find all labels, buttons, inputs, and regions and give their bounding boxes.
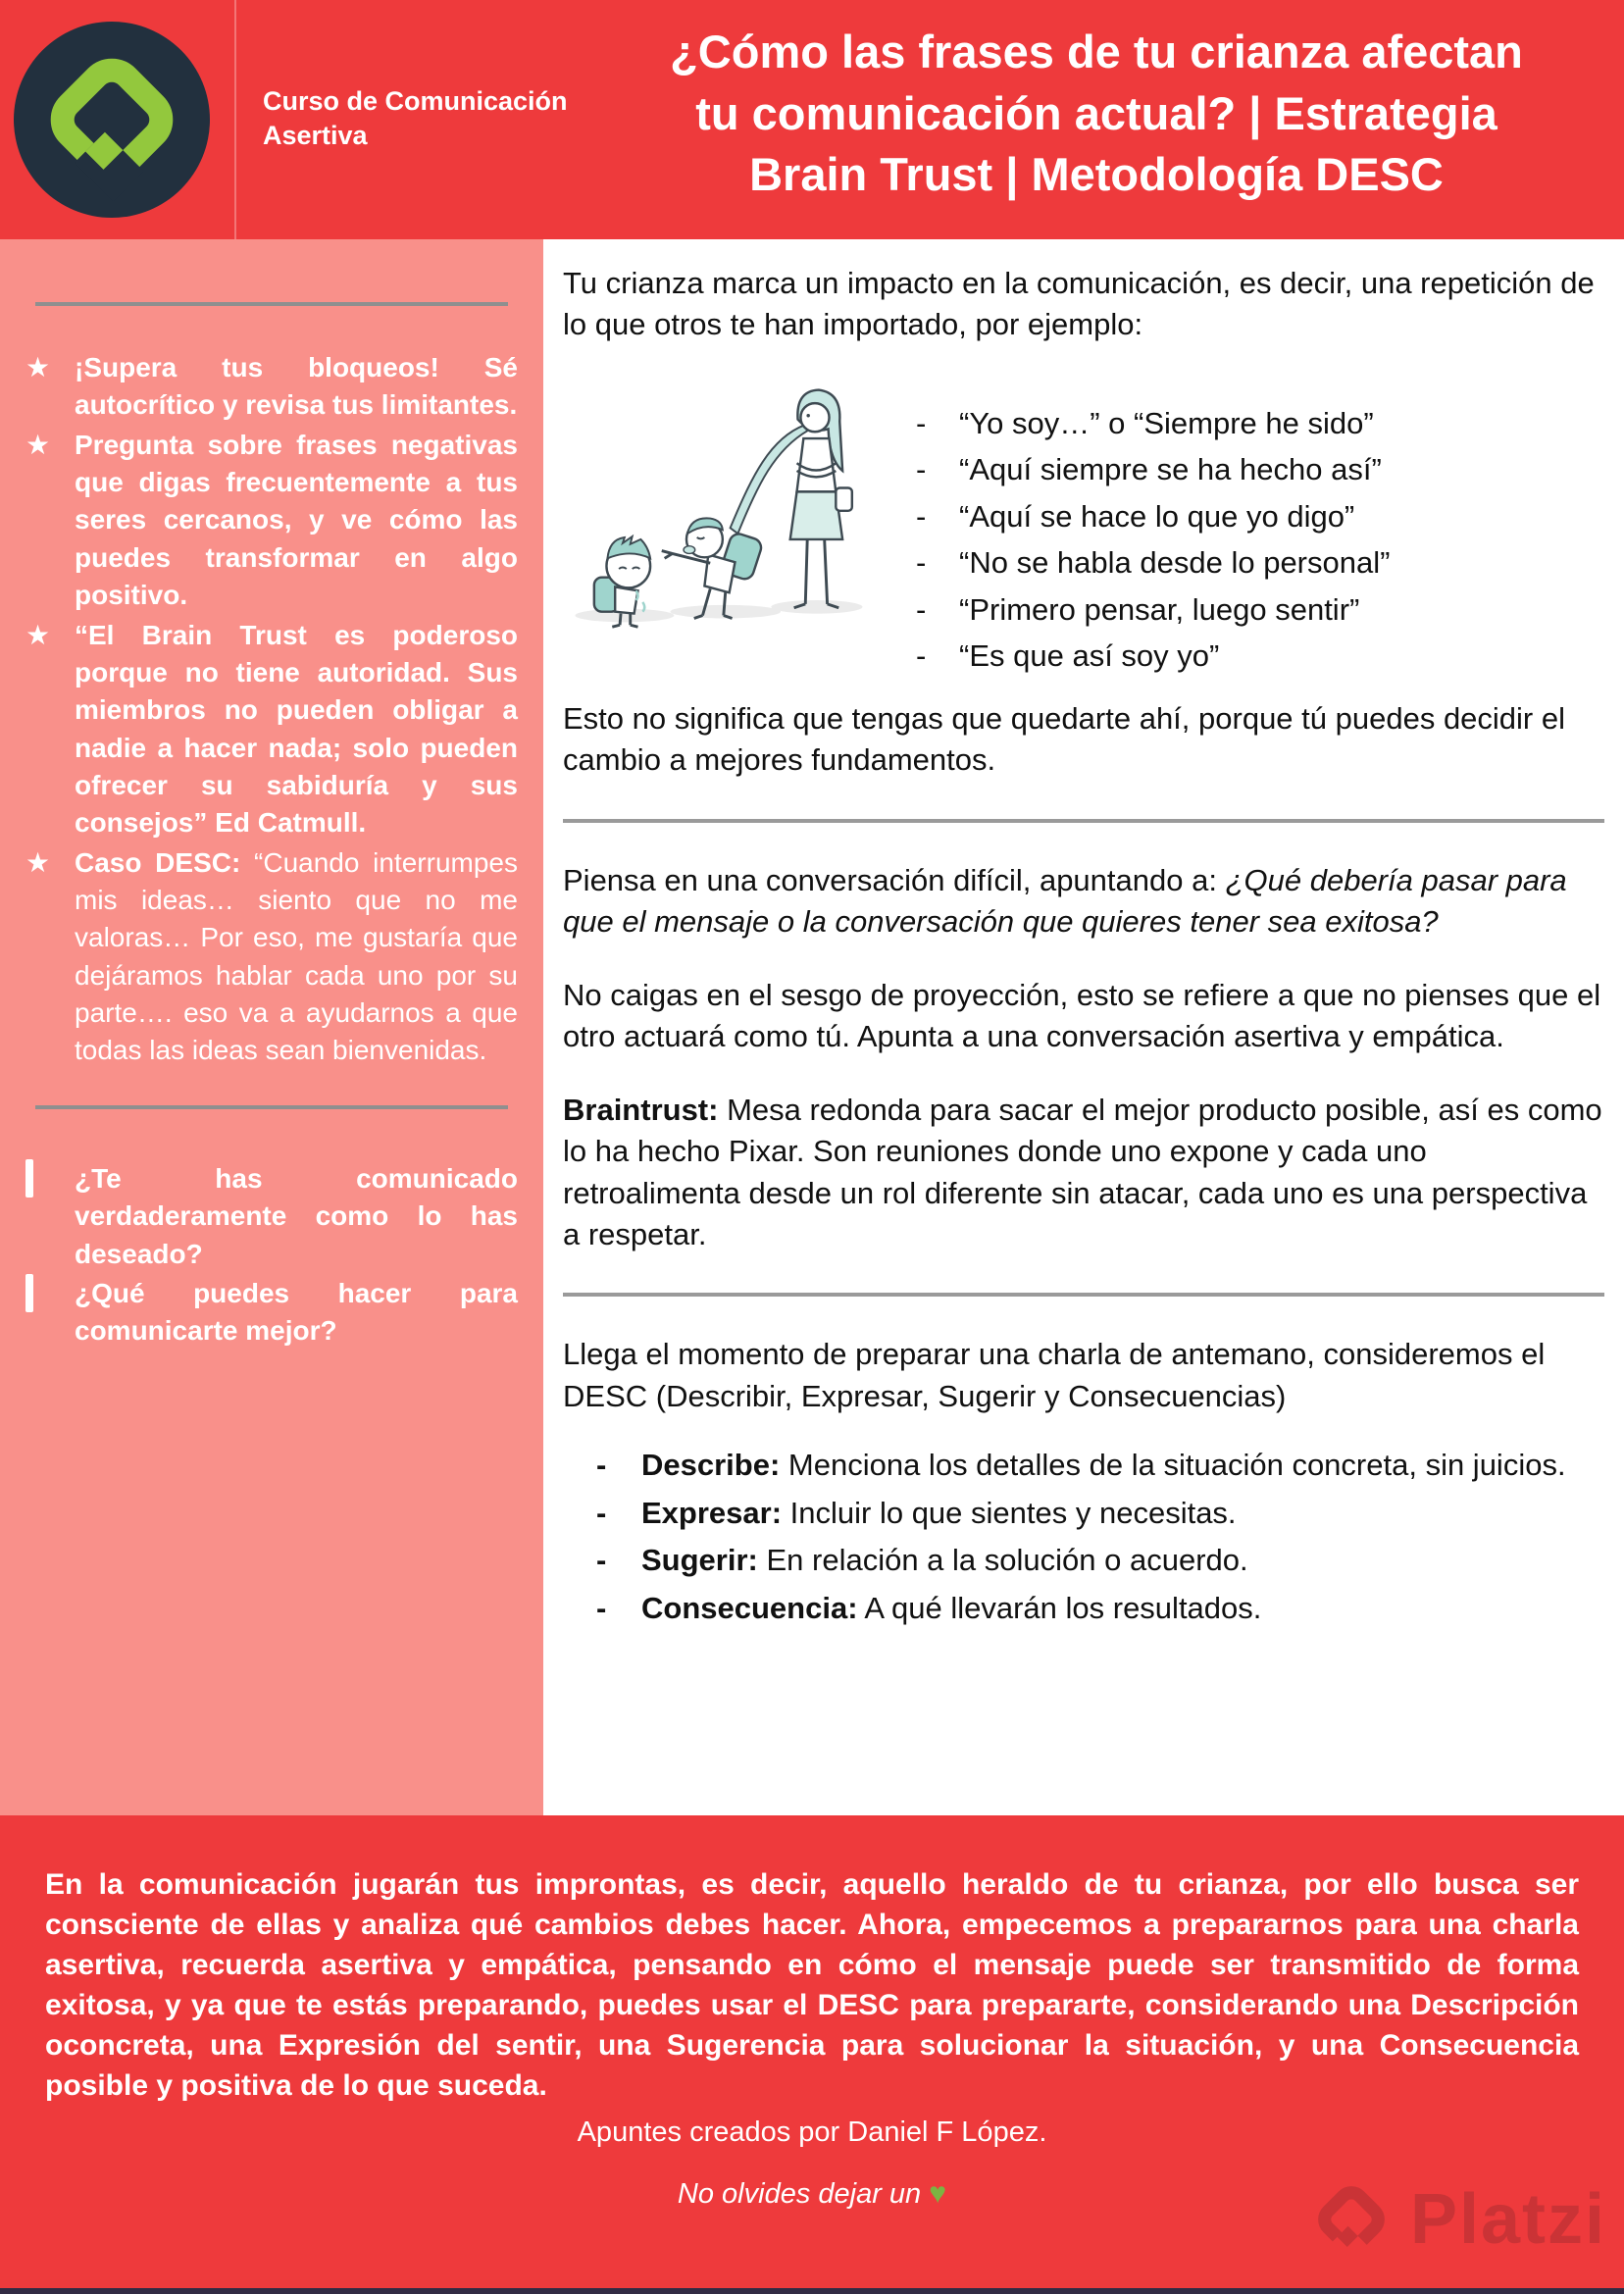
phrase-text: “Primero pensar, luego sentir” xyxy=(959,591,1360,627)
braintrust-paragraph xyxy=(563,1090,1604,1256)
list-item xyxy=(25,844,518,1070)
after-list-paragraph: Esto no significa que tengas que quedarte ahí, porque tú puedes decidir el cambio a mejores fundamentos. xyxy=(563,700,1566,778)
dash-bullet-icon: - xyxy=(916,545,927,581)
case-desc-quote: “Cuando interrumpes mis ideas… siento que no me valoras… Por eso, me gustaría que dejáramos hablar cada uno por su parte…. eso va a ayudarnos a que todas las ideas sean bienvenidas. xyxy=(75,846,518,1066)
platzi-watermark-icon xyxy=(1293,2161,1410,2278)
illustration-row xyxy=(563,376,1604,683)
sidebar xyxy=(0,239,543,1815)
credit-line: Apuntes creados por Daniel F López. xyxy=(577,2116,1047,2148)
sidebar-bullet-text: “El Brain Trust es poderoso porque no tiene autoridad. Sus miembros no pueden obligar a nadie a hacer nada; solo pueden ofrecer su sabiduría y sus consejos” Ed Catmull. xyxy=(75,619,518,839)
desc-item-text xyxy=(641,1493,1604,1534)
desc-text: Menciona los detalles de la situación concreta, sin juicios. xyxy=(780,1448,1566,1483)
list-item xyxy=(916,542,1390,584)
think-italic: ¿Qué debería pasar para que el mensaje o la conversación que quieres tener sea exitosa? xyxy=(563,862,1567,940)
green-heart-icon: ♥ xyxy=(929,2176,947,2210)
desc-intro-paragraph: Llega el momento de preparar una charla de antemano, consideremos el DESC (Describir, Expresar, Sugerir y Consecuencias) xyxy=(563,1337,1546,1413)
cta-text: No olvides dejar un xyxy=(677,2177,922,2210)
page-title-line3: Brain Trust | Metodología DESC xyxy=(749,148,1444,200)
page-title-line1: ¿Cómo las frases de tu crianza afectan xyxy=(670,25,1523,77)
desc-item-text xyxy=(641,1540,1604,1581)
list-item xyxy=(916,449,1390,490)
star-icon: ★ xyxy=(25,429,51,460)
desc-item-text xyxy=(641,1445,1604,1486)
desc-text: A qué llevarán los resultados. xyxy=(857,1590,1262,1625)
desc-label: Sugerir: xyxy=(641,1543,758,1578)
dash-bullet-icon: - xyxy=(916,498,927,534)
intro-paragraph: Tu crianza marca un impacto en la comunicación, es decir, una repetición de lo que otros te han importado, por ejemplo: xyxy=(563,266,1595,342)
dash-bullet-icon: - xyxy=(916,638,927,674)
summary-paragraph: En la comunicación jugarán tus improntas, es decir, aquello heraldo de tu crianza, por ello busca ser consciente de ellas y analiza qué cambios debes hacer. Ahora, empecemos a prepararnos para una charla asertiva, recuerda asertiva y empática, pensando en cómo el mensaje puede ser transmitido de forma exitosa, y ya que te estás preparando, puedes usar el DESC para prepararte, considerando una Descripción oconcreta, una Expresión del sentir, una Sugerencia para solucionar la situación, y una Consecuencia posible y positiva de lo que suceda. xyxy=(45,1868,1579,2103)
list-item xyxy=(916,589,1390,631)
dash-bullet-icon: - xyxy=(596,1543,607,1578)
header-divider xyxy=(234,0,236,239)
main-divider-1 xyxy=(563,819,1604,823)
desc-label: Expresar: xyxy=(641,1495,783,1530)
page-title xyxy=(584,22,1608,206)
case-desc-label: Caso DESC: xyxy=(75,846,241,878)
main-divider-2 xyxy=(563,1293,1604,1297)
list-item xyxy=(25,1160,518,1273)
summary-band xyxy=(0,1815,1624,2294)
sidebar-divider-mid xyxy=(35,1105,508,1109)
list-item xyxy=(916,403,1390,444)
braintrust-text: Mesa redonda para sacar el mejor producto posible, así es como lo ha hecho Pixar. Son reuniones donde uno expone y cada uno retroalimenta desde un rol diferente sin atacar, cada uno es una perspectiva a respetar. xyxy=(563,1092,1602,1251)
platzi-logo-icon xyxy=(14,22,210,218)
phrase-text: “Aquí siempre se ha hecho así” xyxy=(959,452,1382,487)
dash-bullet-icon: - xyxy=(916,452,927,487)
sidebar-bullet-text: ¡Supera tus bloqueos! Sé autocrítico y revisa tus limitantes. xyxy=(75,352,518,421)
list-item xyxy=(563,1493,1604,1534)
dash-bullet-icon: - xyxy=(596,1590,607,1625)
course-label: Curso de Comunicación Asertiva xyxy=(263,86,568,151)
page-title-line2: tu comunicación actual? | Estrategia xyxy=(695,86,1497,139)
header xyxy=(0,0,1624,239)
star-icon: ★ xyxy=(25,352,51,382)
sidebar-case-desc xyxy=(75,844,518,1070)
desc-label: Consecuencia: xyxy=(641,1590,858,1625)
platzi-watermark xyxy=(1293,2161,1606,2278)
scolding-illustration xyxy=(563,376,873,633)
list-item xyxy=(563,1445,1604,1486)
sidebar-bullet-text: Pregunta sobre frases negativas que digas frecuentemente a tus seres cercanos, y ve cómo las puedes transformar en algo positivo. xyxy=(75,429,518,611)
dash-bullet-icon: - xyxy=(916,591,927,627)
think-regular: Piensa en una conversación difícil, apuntando a: xyxy=(563,862,1226,897)
list-item xyxy=(25,1275,518,1351)
list-item xyxy=(563,1588,1604,1629)
desc-list xyxy=(563,1445,1604,1629)
star-icon: ★ xyxy=(25,846,51,878)
question-text: ¿Qué puedes hacer para comunicarte mejor? xyxy=(75,1277,518,1347)
question-text: ¿Te has comunicado verdaderamente como lo has deseado? xyxy=(75,1162,518,1269)
phrase-text: “Yo soy…” o “Siempre he sido” xyxy=(959,405,1374,440)
braintrust-label: Braintrust: xyxy=(563,1092,719,1127)
phrase-text: “Aquí se hace lo que yo digo” xyxy=(959,498,1355,534)
dash-bullet-icon: - xyxy=(596,1448,607,1483)
list-item xyxy=(916,496,1390,537)
list-item xyxy=(25,427,518,615)
main-content xyxy=(543,239,1624,1815)
sidebar-star-list xyxy=(25,349,518,1070)
list-item xyxy=(563,1540,1604,1581)
checkbox-icon xyxy=(25,1275,75,1351)
bias-paragraph: No caigas en el sesgo de proyección, esto se refiere a que no pienses que el otro actuará como tú. Apunta a una conversación asertiva y empática. xyxy=(563,977,1601,1054)
phrase-list xyxy=(916,403,1390,683)
desc-text: En relación a la solución o acuerdo. xyxy=(757,1543,1248,1578)
sidebar-question-list xyxy=(25,1160,518,1351)
phrase-text: “No se habla desde lo personal” xyxy=(959,545,1391,581)
think-paragraph xyxy=(563,860,1604,943)
desc-item-text xyxy=(641,1588,1604,1629)
star-icon: ★ xyxy=(25,619,51,650)
sidebar-divider-top xyxy=(35,302,508,306)
phrase-text: “Es que así soy yo” xyxy=(959,638,1220,674)
desc-text: Incluir lo que sientes y necesitas. xyxy=(782,1495,1237,1530)
checkbox-icon xyxy=(25,1160,75,1273)
desc-label: Describe: xyxy=(641,1448,781,1483)
list-item xyxy=(916,636,1390,677)
dash-bullet-icon: - xyxy=(916,405,927,440)
platzi-watermark-text: Platzi xyxy=(1409,2180,1606,2259)
list-item xyxy=(25,349,518,425)
bottom-border xyxy=(0,2288,1624,2294)
list-item xyxy=(25,617,518,842)
dash-bullet-icon: - xyxy=(596,1495,607,1530)
